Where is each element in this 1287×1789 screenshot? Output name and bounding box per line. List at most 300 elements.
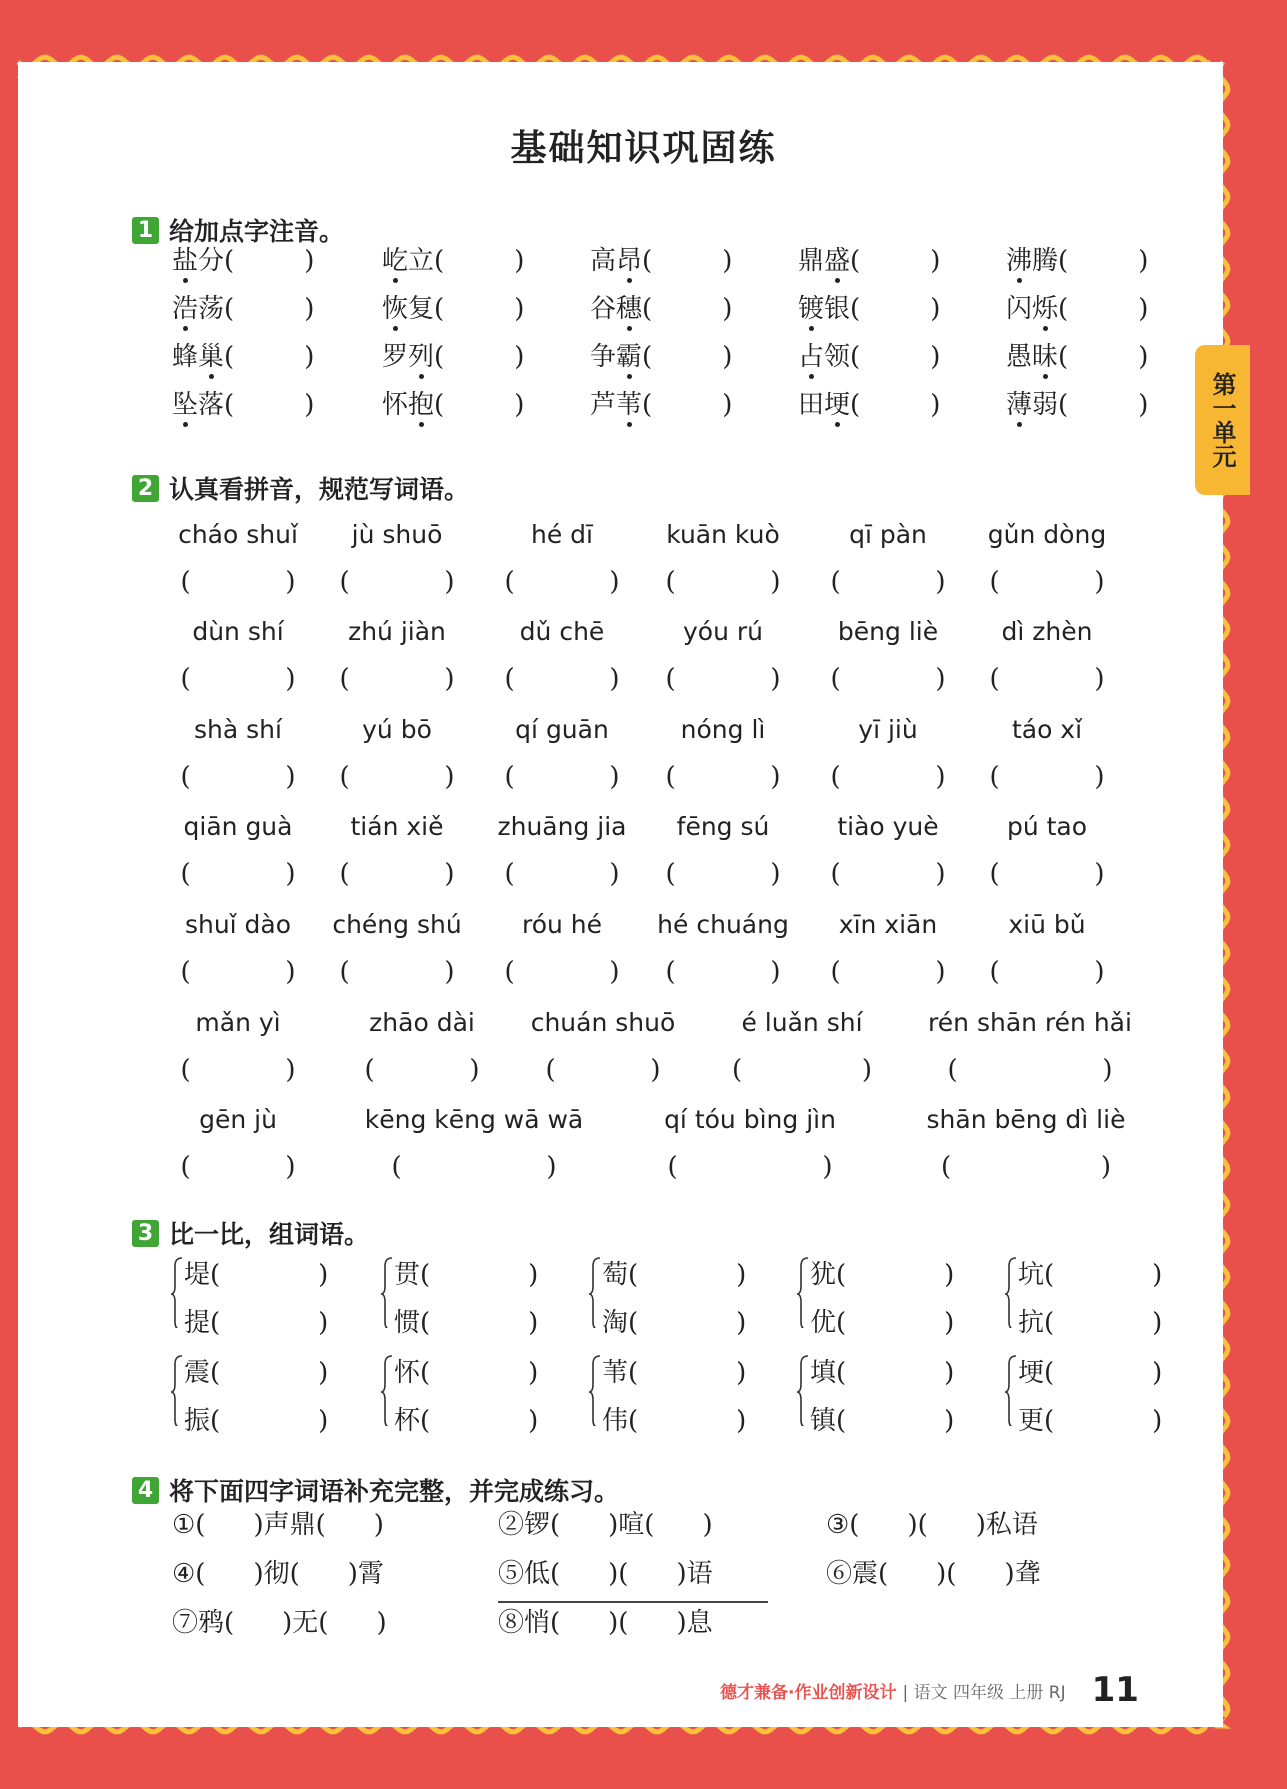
answer-paren-close: ) [285,1152,296,1182]
word-char: 罗 [382,342,409,372]
page-footer [720,1670,1139,1710]
answer-paren-open: ( [628,1358,639,1388]
answer-paren-close: ) [444,762,455,792]
answer-paren-close: ) [770,567,781,597]
compare-char: 提 [184,1308,211,1338]
answer-paren-open: ( [850,294,861,324]
answer-paren-close: ) [609,859,620,889]
answer-paren-close: ) [1152,1260,1163,1290]
compare-char: 埂 [1018,1358,1045,1388]
word-char: 落 [198,390,225,420]
idiom-part: )声鼎( [253,1510,326,1540]
idiom-item [172,1504,384,1541]
compare-char: 杯 [394,1406,421,1436]
answer-paren-open: ( [628,1260,639,1290]
answer-paren-close: ) [546,1152,557,1182]
brace-icon [170,1354,184,1426]
word-char: 占 [798,336,824,373]
answer-blank[interactable] [732,1055,872,1085]
idiom-part: ) [702,1510,713,1540]
answer-paren-close: ) [722,246,733,276]
answer-paren-open: ( [339,762,350,792]
answer-paren-open: ( [339,567,350,597]
pinyin-text: gǔn dòng [987,520,1107,549]
pinyin-text: tiào yuè [837,812,939,841]
pinyin-notation-item [382,240,524,277]
answer-blank[interactable] [505,957,620,987]
compare-word-item [394,1302,538,1339]
answer-blank[interactable] [948,1055,1113,1085]
answer-paren-open: ( [665,859,676,889]
answer-paren-open: ( [504,664,515,694]
answer-blank[interactable] [340,762,455,792]
compare-word-item [394,1254,538,1291]
word-char: 烁 [1032,288,1058,325]
answer-blank[interactable] [505,859,620,889]
idiom-part: )霄 [347,1559,384,1589]
pinyin-notation-item [1006,240,1148,277]
answer-paren-close: ) [736,1308,747,1338]
answer-paren-close: ) [609,957,620,987]
answer-paren-open: ( [642,342,653,372]
answer-paren-close: ) [736,1260,747,1290]
idiom-item [498,1553,713,1590]
section-number-badge: 1 [132,217,159,244]
answer-paren-close: ) [285,762,296,792]
compare-word-item [1018,1352,1162,1389]
pinyin-text: jù shuō [351,520,443,549]
answer-paren-close: ) [444,957,455,987]
answer-paren-close: ) [1094,957,1105,987]
word-char: 闪 [1006,294,1033,324]
word-char: 镀 [798,288,824,325]
answer-paren-open: ( [434,342,445,372]
section-number-badge: 4 [132,1477,159,1504]
idiom-part: )( [608,1608,629,1638]
section-4-heading [132,1472,619,1508]
answer-blank[interactable] [831,957,946,987]
answer-blank[interactable] [831,859,946,889]
pinyin-notation-item [590,336,732,373]
answer-paren-close: ) [514,390,525,420]
brace-icon [1004,1354,1018,1426]
answer-blank[interactable] [340,859,455,889]
word-char: 高 [590,246,617,276]
answer-paren-close: ) [285,567,296,597]
answer-blank[interactable] [505,664,620,694]
answer-paren-close: ) [285,1055,296,1085]
pinyin-text: shuǐ dào [184,910,292,939]
answer-paren-close: ) [318,1358,329,1388]
answer-paren-open: ( [830,859,841,889]
answer-paren-open: ( [210,1406,221,1436]
answer-paren-close: ) [770,859,781,889]
answer-blank[interactable] [505,762,620,792]
compare-char: 怀 [394,1358,421,1388]
compare-char: 伟 [602,1406,629,1436]
footer-book-info: | 语文 四年级 上册 RJ [902,1682,1066,1703]
answer-paren-open: ( [1058,246,1069,276]
word-char: 田 [798,390,825,420]
answer-blank[interactable] [666,567,781,597]
answer-paren-open: ( [180,859,191,889]
answer-blank[interactable] [392,1152,557,1182]
answer-paren-close: ) [935,957,946,987]
word-char: 昧 [1032,336,1058,373]
pinyin-text: cháo shuǐ [178,520,298,549]
section-heading-text: 给加点字注音。 [169,217,345,246]
compare-word-item [1018,1302,1162,1339]
word-char: 谷 [590,294,617,324]
section-number-badge: 3 [132,1220,159,1247]
brace-icon [588,1256,602,1328]
answer-paren-open: ( [420,1406,431,1436]
answer-paren-open: ( [210,1308,221,1338]
answer-paren-close: ) [650,1055,661,1085]
answer-paren-close: ) [930,390,941,420]
answer-blank[interactable] [666,859,781,889]
word-char: 盐 [172,240,198,277]
brace-icon [380,1354,394,1426]
brace-icon [588,1354,602,1426]
answer-paren-close: ) [935,762,946,792]
answer-blank[interactable] [666,762,781,792]
answer-paren-close: ) [822,1152,833,1182]
compare-char: 淘 [602,1308,629,1338]
compare-char: 优 [810,1308,837,1338]
answer-paren-open: ( [210,1358,221,1388]
pinyin-text: dùn shí [192,617,284,646]
pinyin-text: yī jiù [858,715,918,744]
pinyin-notation-item [382,336,524,373]
answer-paren-open: ( [642,246,653,276]
answer-paren-open: ( [1044,1308,1055,1338]
idiom-part: )( [907,1510,928,1540]
answer-paren-open: ( [989,859,1000,889]
answer-paren-open: ( [224,342,235,372]
answer-paren-open: ( [180,567,191,597]
idiom-part: ①( [172,1510,206,1540]
answer-blank[interactable] [666,664,781,694]
answer-paren-open: ( [1058,390,1069,420]
idiom-part: ②锣( [498,1510,561,1540]
answer-paren-open: ( [836,1308,847,1338]
answer-paren-close: ) [444,567,455,597]
answer-paren-close: ) [609,567,620,597]
pinyin-text: hé dī [531,520,593,549]
answer-paren-close: ) [304,294,315,324]
answer-blank[interactable] [990,664,1105,694]
word-char: 穗 [616,288,642,325]
pinyin-text: tián xiě [350,812,444,841]
answer-paren-open: ( [434,246,445,276]
pinyin-text: é luǎn shí [741,1008,863,1037]
answer-paren-open: ( [989,567,1000,597]
answer-paren-close: ) [318,1406,329,1436]
word-char: 浩 [172,288,198,325]
brace-icon [796,1256,810,1328]
answer-paren-open: ( [420,1358,431,1388]
section-heading-text: 比一比，组词语。 [169,1220,370,1249]
brace-icon [380,1256,394,1328]
pinyin-text: shà shí [194,715,282,744]
answer-paren-close: ) [1138,294,1149,324]
answer-blank[interactable] [181,859,296,889]
word-char: 巢 [198,336,224,373]
compare-char: 萄 [602,1260,629,1290]
idiom-item [172,1602,387,1639]
answer-paren-open: ( [628,1406,639,1436]
idiom-part: ) [373,1510,384,1540]
answer-paren-close: ) [1138,342,1149,372]
answer-blank[interactable] [990,567,1105,597]
answer-paren-close: ) [1152,1308,1163,1338]
answer-paren-close: ) [318,1260,329,1290]
word-char: 弱 [1032,390,1059,420]
answer-paren-close: ) [770,957,781,987]
answer-paren-open: ( [665,762,676,792]
answer-paren-close: ) [944,1406,955,1436]
answer-blank[interactable] [340,567,455,597]
answer-blank[interactable] [831,664,946,694]
section-2-heading [132,470,469,506]
idiom-part: )彻( [253,1559,300,1589]
pinyin-text: xīn xiān [838,910,938,939]
word-char: 蜂 [172,342,199,372]
compare-word-item [184,1254,328,1291]
pinyin-notation-item [798,240,940,277]
pinyin-text: qiān guà [183,812,293,841]
answer-paren-open: ( [850,390,861,420]
pinyin-text: pú tao [1006,812,1088,841]
compare-word-item [810,1302,954,1339]
answer-blank[interactable] [181,567,296,597]
pinyin-text: bēng liè [837,617,939,646]
word-char: 复 [408,294,435,324]
answer-blank[interactable] [181,762,296,792]
answer-blank[interactable] [666,957,781,987]
answer-paren-open: ( [1044,1260,1055,1290]
pinyin-notation-item [798,288,940,325]
answer-paren-close: ) [770,664,781,694]
pinyin-text: zhú jiàn [348,617,446,646]
answer-paren-open: ( [836,1358,847,1388]
idiom-item [826,1553,1041,1590]
compare-word-item [184,1352,328,1389]
compare-char: 镇 [810,1406,837,1436]
answer-paren-close: ) [736,1406,747,1436]
pinyin-notation-item [172,288,314,325]
answer-paren-open: ( [830,664,841,694]
pinyin-text: mǎn yì [195,1008,281,1037]
compare-word-item [810,1400,954,1437]
pinyin-text: chuán shuō [530,1008,676,1037]
answer-blank[interactable] [990,762,1105,792]
answer-paren-close: ) [304,342,315,372]
answer-paren-close: ) [944,1260,955,1290]
pinyin-notation-item [590,288,732,325]
answer-paren-close: ) [514,246,525,276]
answer-paren-open: ( [339,664,350,694]
answer-paren-close: ) [318,1308,329,1338]
answer-paren-open: ( [180,1055,191,1085]
compare-word-item [394,1400,538,1437]
word-char: 屹 [382,240,408,277]
word-char: 腾 [1032,246,1059,276]
answer-paren-close: ) [285,664,296,694]
word-char: 争 [590,342,617,372]
answer-blank[interactable] [831,567,946,597]
answer-paren-close: ) [609,664,620,694]
answer-blank[interactable] [365,1055,480,1085]
answer-paren-open: ( [732,1055,743,1085]
answer-blank[interactable] [831,762,946,792]
pinyin-text: kēng kēng wā wā [364,1105,584,1134]
unit-side-tab: 第一单元 [1195,345,1250,495]
answer-paren-open: ( [941,1152,952,1182]
answer-paren-close: ) [444,664,455,694]
word-char: 分 [198,246,225,276]
answer-paren-close: ) [1094,567,1105,597]
idiom-part: )无( [282,1608,329,1638]
pinyin-notation-item [172,384,314,421]
pinyin-notation-item [798,384,940,421]
idiom-part: )聋 [1004,1559,1041,1589]
compare-char: 填 [810,1358,837,1388]
word-char: 抱 [408,384,434,421]
compare-char: 堤 [184,1260,211,1290]
pinyin-text: táo xǐ [1011,715,1083,744]
idiom-underline [498,1601,768,1603]
word-char: 霸 [616,336,642,373]
answer-blank[interactable] [181,664,296,694]
pinyin-notation-item [1006,384,1148,421]
answer-paren-close: ) [930,294,941,324]
answer-paren-open: ( [1044,1406,1055,1436]
answer-blank[interactable] [505,567,620,597]
pinyin-text: zhāo dài [369,1008,475,1037]
word-char: 坠 [172,384,198,421]
answer-blank[interactable] [668,1152,833,1182]
pinyin-notation-item [1006,336,1148,373]
answer-paren-close: ) [285,957,296,987]
compare-word-item [184,1400,328,1437]
pinyin-text: qī pàn [849,520,927,549]
idiom-part: )喧( [608,1510,655,1540]
pinyin-text: xiū bǔ [1008,910,1086,939]
compare-word-item [810,1352,954,1389]
idiom-part: )语 [676,1559,713,1589]
answer-blank[interactable] [941,1152,1111,1182]
answer-paren-open: ( [434,390,445,420]
answer-blank[interactable] [340,664,455,694]
answer-paren-close: ) [861,1055,872,1085]
pinyin-text: kuān kuò [666,520,780,549]
idiom-item [498,1602,713,1639]
answer-paren-open: ( [850,246,861,276]
word-char: 薄 [1006,384,1032,421]
answer-paren-open: ( [947,1055,958,1085]
answer-paren-open: ( [391,1152,402,1182]
compare-word-item [184,1302,328,1339]
answer-paren-close: ) [935,859,946,889]
brace-icon [1004,1256,1018,1328]
answer-paren-open: ( [420,1260,431,1290]
answer-blank[interactable] [546,1055,661,1085]
answer-blank[interactable] [181,1055,296,1085]
word-char: 恢 [382,288,408,325]
answer-paren-close: ) [285,859,296,889]
pinyin-text: dì zhèn [1001,617,1093,646]
compare-char: 震 [184,1358,211,1388]
compare-char: 振 [184,1406,211,1436]
pinyin-text: róu hé [521,910,603,939]
word-char: 怀 [382,390,409,420]
answer-paren-close: ) [722,390,733,420]
answer-paren-close: ) [1138,246,1149,276]
pinyin-text: yóu rú [682,617,764,646]
answer-paren-close: ) [1152,1358,1163,1388]
pinyin-notation-item [382,288,524,325]
compare-char: 惯 [394,1308,421,1338]
answer-paren-open: ( [836,1260,847,1290]
answer-paren-close: ) [1094,859,1105,889]
compare-word-item [602,1400,746,1437]
answer-paren-open: ( [1058,294,1069,324]
answer-paren-close: ) [935,664,946,694]
answer-paren-close: ) [722,342,733,372]
word-char: 盛 [824,240,850,277]
page-number: 11 [1091,1670,1139,1710]
pinyin-text: gēn jù [199,1105,277,1134]
answer-paren-close: ) [944,1358,955,1388]
section-3-heading [132,1215,369,1251]
answer-paren-open: ( [504,859,515,889]
answer-blank[interactable] [181,957,296,987]
compare-char: 抗 [1018,1308,1045,1338]
answer-paren-open: ( [830,957,841,987]
answer-paren-open: ( [850,342,861,372]
answer-blank[interactable] [990,859,1105,889]
answer-paren-open: ( [180,957,191,987]
idiom-part: )( [608,1559,629,1589]
pinyin-text: zhuāng jia [497,812,627,841]
answer-paren-close: ) [514,342,525,372]
brace-icon [796,1354,810,1426]
answer-blank[interactable] [340,957,455,987]
answer-paren-close: ) [944,1308,955,1338]
answer-paren-close: ) [1094,664,1105,694]
pinyin-text: hé chuáng [657,910,789,939]
word-char: 埂 [824,384,850,421]
answer-paren-open: ( [830,762,841,792]
pinyin-notation-item [172,240,314,277]
idiom-part: ⑦鸦( [172,1608,235,1638]
answer-paren-open: ( [224,390,235,420]
compare-word-item [394,1352,538,1389]
pinyin-notation-item [590,240,732,277]
pinyin-text: qí tóu bìng jìn [664,1105,836,1134]
answer-paren-close: ) [304,390,315,420]
answer-paren-open: ( [1058,342,1069,372]
compare-char: 坑 [1018,1260,1045,1290]
answer-paren-open: ( [667,1152,678,1182]
idiom-item [498,1504,713,1541]
idiom-part: ⑥震( [826,1559,889,1589]
answer-blank[interactable] [990,957,1105,987]
answer-blank[interactable] [181,1152,296,1182]
answer-paren-open: ( [180,664,191,694]
